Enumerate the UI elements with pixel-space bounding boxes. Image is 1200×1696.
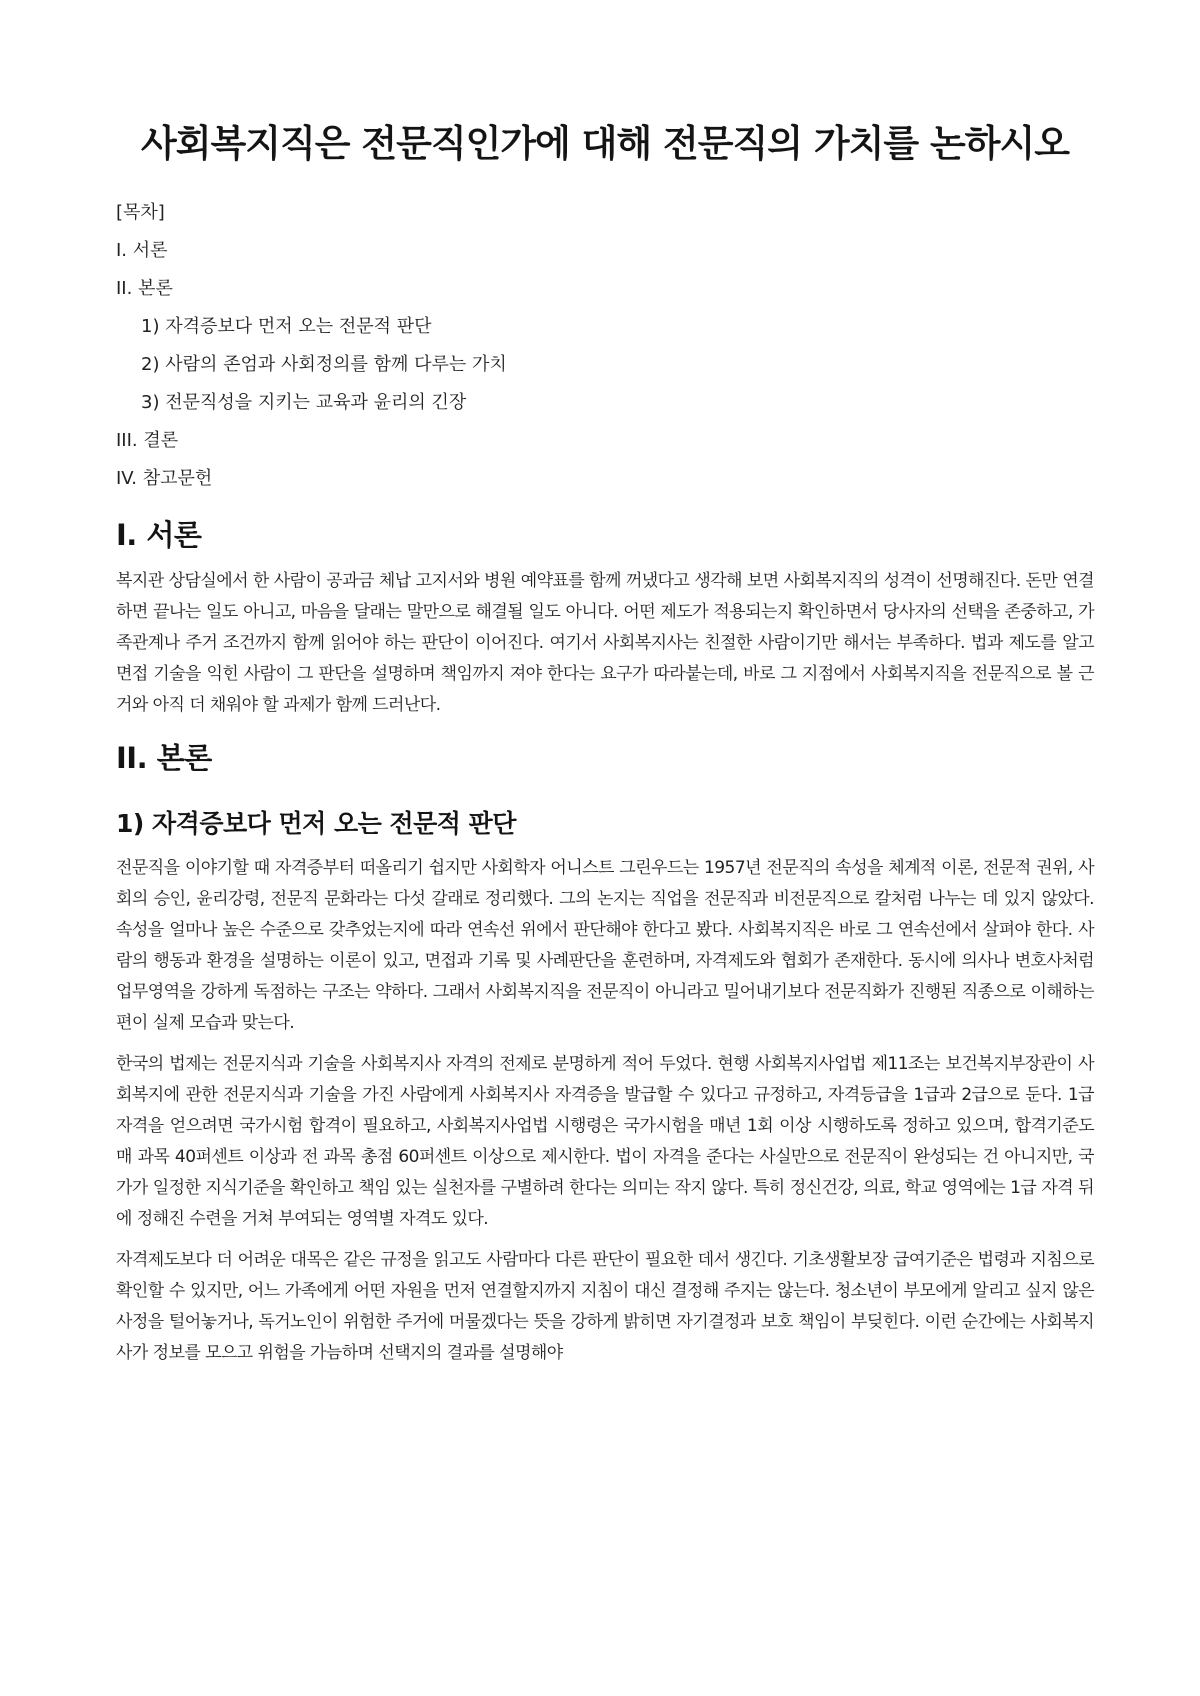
section-heading-intro: I. 서론: [116, 518, 202, 552]
toc-item: I. 서론: [116, 240, 168, 261]
toc-item: IV. 참고문헌: [116, 468, 213, 489]
toc-item: II. 본론: [116, 278, 173, 299]
document-title: 사회복지직은 전문직인가에 대해 전문직의 가치를 논하시오: [141, 122, 1069, 165]
body-paragraph: 전문직을 이야기할 때 자격증부터 떠올리기 쉽지만 사회학자 어니스트 그린우드는 1957년 전문직의 속성을 체계적 이론, 전문적 권위, 사회의 승인, 윤리강령, 전문직 문화라는 다섯 갈래로 정리했다. 그의 논지는 직업을 전문직과 비전문직으로 칼처럼 나누는 데 있지 않았다. 속성을 얼마나 높은 수준으로 갖추었는지에 따라 연속선 위에서 판단해야 한다고 봤다. 사회복지직은 바로 그 연속선에서 살펴야 한다. 사람의 행동과 환경을 설명하는 이론이 있고, 면접과 기록 및 사례판단을 훈련하며, 자격제도와 협회가 존재한다. 동시에 의사나 변호사처럼 업무영역을 강하게 독점하는 구조는 약하다. 그래서 사회복지직을 전문직이 아니라고 밀어내기보다 전문직화가 진행된 직종으로 이해하는 편이 실제 모습과 맞는다.: [116, 858, 1095, 1033]
subsection-heading: 1) 자격증보다 먼저 오는 전문적 판단: [116, 809, 516, 838]
body-paragraph: 한국의 법제는 전문지식과 기술을 사회복지사 자격의 전제로 분명하게 적어 두었다. 현행 사회복지사업법 제11조는 보건복지부장관이 사회복지에 관한 전문지식과 기술을 가진 사람에게 사회복지사 자격증을 발급할 수 있다고 규정하고, 자격등급을 1급과 2급으로 둔다. 1급 자격을 얻으려면 국가시험 합격이 필요하고, 사회복지사업법 시행령은 국가시험을 매년 1회 이상 시행하도록 정하고 있으며, 합격기준도 매 과목 40퍼센트 이상과 전 과목 총점 60퍼센트 이상으로 제시한다. 법이 자격을 준다는 사실만으로 전문직이 완성되는 건 아니지만, 국가가 일정한 지식기준을 확인하고 책임 있는 실천자를 구별하려 한다는 의미는 작지 않다. 특히 정신건강, 의료, 학교 영역에는 1급 자격 뒤에 정해진 수련을 거쳐 부여되는 영역별 자격도 있다.: [116, 1054, 1094, 1229]
table-of-contents: [116, 194, 1094, 498]
intro-paragraph: 복지관 상담실에서 한 사람이 공과금 체납 고지서와 병원 예약표를 함께 꺼냈다고 생각해 보면 사회복지직의 성격이 선명해진다. 돈만 연결하면 끝나는 일도 아니고, 마음을 달래는 말만으로 해결될 일도 아니다. 어떤 제도가 적용되는지 확인하면서 당사자의 선택을 존중하고, 가족관계나 주거 조건까지 함께 읽어야 하는 판단이 이어진다. 여기서 사회복지사는 친절한 사람이기만 해서는 부족하다. 법과 제도를 알고 면접 기술을 익힌 사람이 그 판단을 설명하며 책임까지 져야 한다는 요구가 따라붙는데, 바로 그 지점에서 사회복지직을 전문직으로 볼 근거와 아직 더 채워야 할 과제가 함께 드러난다.: [116, 571, 1094, 715]
toc-subitem: 3) 전문직성을 지키는 교육과 윤리의 긴장: [141, 392, 467, 413]
toc-item: III. 결론: [116, 430, 179, 451]
toc-subitem: 2) 사람의 존엄과 사회정의를 함께 다루는 가치: [141, 354, 507, 375]
body-paragraph: 자격제도보다 더 어려운 대목은 같은 규정을 읽고도 사람마다 다른 판단이 필요한 데서 생긴다. 기초생활보장 급여기준은 법령과 지침으로 확인할 수 있지만, 어느 가족에게 어떤 자원을 먼저 연결할지까지 지침이 대신 결정해 주지는 않는다. 청소년이 부모에게 알리고 싶지 않은 사정을 털어놓거나, 독거노인이 위험한 주거에 머물겠다는 뜻을 강하게 밝히면 자기결정과 보호 책임이 부딪힌다. 이런 순간에는 사회복지사가 정보를 모으고 위험을 가늠하며 선택지의 결과를 설명해야: [116, 1250, 1094, 1363]
section-heading-body: II. 본론: [116, 741, 212, 775]
toc-subitem: 1) 자격증보다 먼저 오는 전문적 판단: [141, 316, 432, 337]
toc-heading: [목차]: [116, 202, 165, 223]
